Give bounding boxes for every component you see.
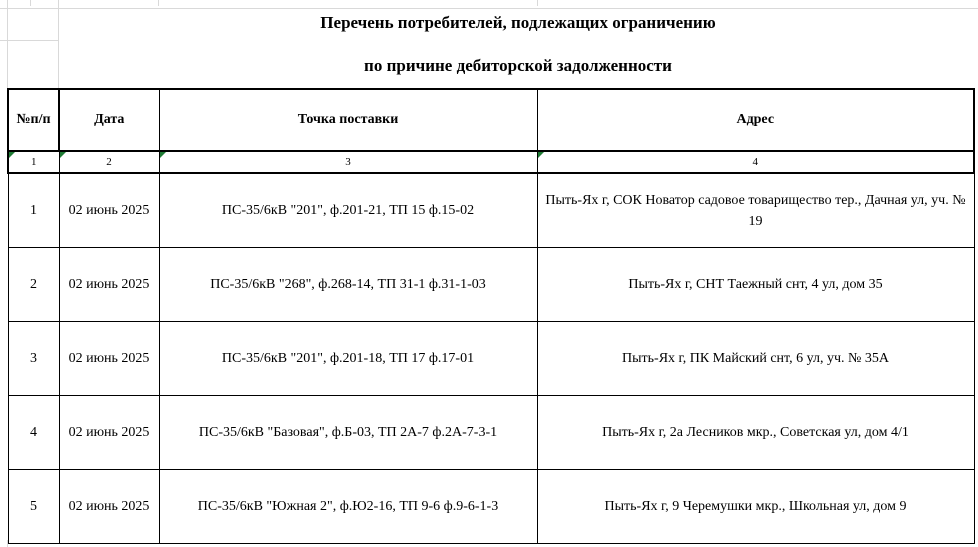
gridline <box>30 0 31 6</box>
column-number-cell[interactable]: 3 <box>159 151 537 173</box>
document-title-line2: по причине дебиторской задолженности <box>364 56 672 75</box>
cell-marker-icon <box>9 152 15 158</box>
cell-number[interactable]: 4 <box>8 396 59 470</box>
cell-supply-point[interactable]: ПС-35/6кВ "201", ф.201-21, ТП 15 ф.15-02 <box>159 173 537 248</box>
document-title-line1: Перечень потребителей, подлежащих ограничению <box>320 13 716 32</box>
cell-marker-icon <box>538 152 544 158</box>
cell-address[interactable]: Пыть-Ях г, 2а Лесников мкр., Советская ул, дом 4/1 <box>537 396 974 470</box>
cell-address[interactable]: Пыть-Ях г, СНТ Таежный снт, 4 ул, дом 35 <box>537 248 974 322</box>
cell-date[interactable]: 02 июнь 2025 <box>59 470 159 544</box>
cell-date[interactable]: 02 июнь 2025 <box>59 396 159 470</box>
header-cell-supply-point[interactable]: Точка поставки <box>159 89 537 151</box>
column-number-cell[interactable]: 4 <box>537 151 974 173</box>
cell-supply-point[interactable]: ПС-35/6кВ "201", ф.201-18, ТП 17 ф.17-01 <box>159 322 537 396</box>
consumers-table <box>7 88 975 544</box>
gridline <box>0 40 58 41</box>
cell-supply-point[interactable]: ПС-35/6кВ "Южная 2", ф.Ю2-16, ТП 9-6 ф.9-6-1-3 <box>159 470 537 544</box>
header-cell-address[interactable]: Адрес <box>537 89 974 151</box>
table-row <box>8 396 974 470</box>
table-row <box>8 322 974 396</box>
gridline <box>537 0 538 6</box>
cell-number[interactable]: 2 <box>8 248 59 322</box>
gridline <box>7 0 8 88</box>
header-cell-date[interactable]: Дата <box>59 89 159 151</box>
cell-date[interactable]: 02 июнь 2025 <box>59 322 159 396</box>
cell-number[interactable]: 3 <box>8 322 59 396</box>
table-header-row <box>8 89 974 151</box>
cell-marker-icon <box>60 152 66 158</box>
cell-date[interactable]: 02 июнь 2025 <box>59 173 159 248</box>
cell-address[interactable]: Пыть-Ях г, 9 Черемушки мкр., Школьная ул, дом 9 <box>537 470 974 544</box>
cell-number[interactable]: 5 <box>8 470 59 544</box>
table-row <box>8 248 974 322</box>
column-number-row <box>8 151 974 173</box>
cell-number[interactable]: 1 <box>8 173 59 248</box>
gridline <box>0 8 978 9</box>
cell-marker-icon <box>160 152 166 158</box>
table-row <box>8 173 974 248</box>
cell-date[interactable]: 02 июнь 2025 <box>59 248 159 322</box>
cell-address[interactable]: Пыть-Ях г, СОК Новатор садовое товарищество тер., Дачная ул, уч. № 19 <box>537 173 974 248</box>
gridline <box>158 0 159 6</box>
header-cell-number[interactable]: №п/п <box>8 89 59 151</box>
cell-address[interactable]: Пыть-Ях г, ПК Майский снт, 6 ул, уч. № 35А <box>537 322 974 396</box>
cell-supply-point[interactable]: ПС-35/6кВ "268", ф.268-14, ТП 31-1 ф.31-1-03 <box>159 248 537 322</box>
table-row <box>8 470 974 544</box>
cell-supply-point[interactable]: ПС-35/6кВ "Базовая", ф.Б-03, ТП 2А-7 ф.2А-7-3-1 <box>159 396 537 470</box>
column-number-cell[interactable]: 1 <box>8 151 59 173</box>
column-number-cell[interactable]: 2 <box>59 151 159 173</box>
